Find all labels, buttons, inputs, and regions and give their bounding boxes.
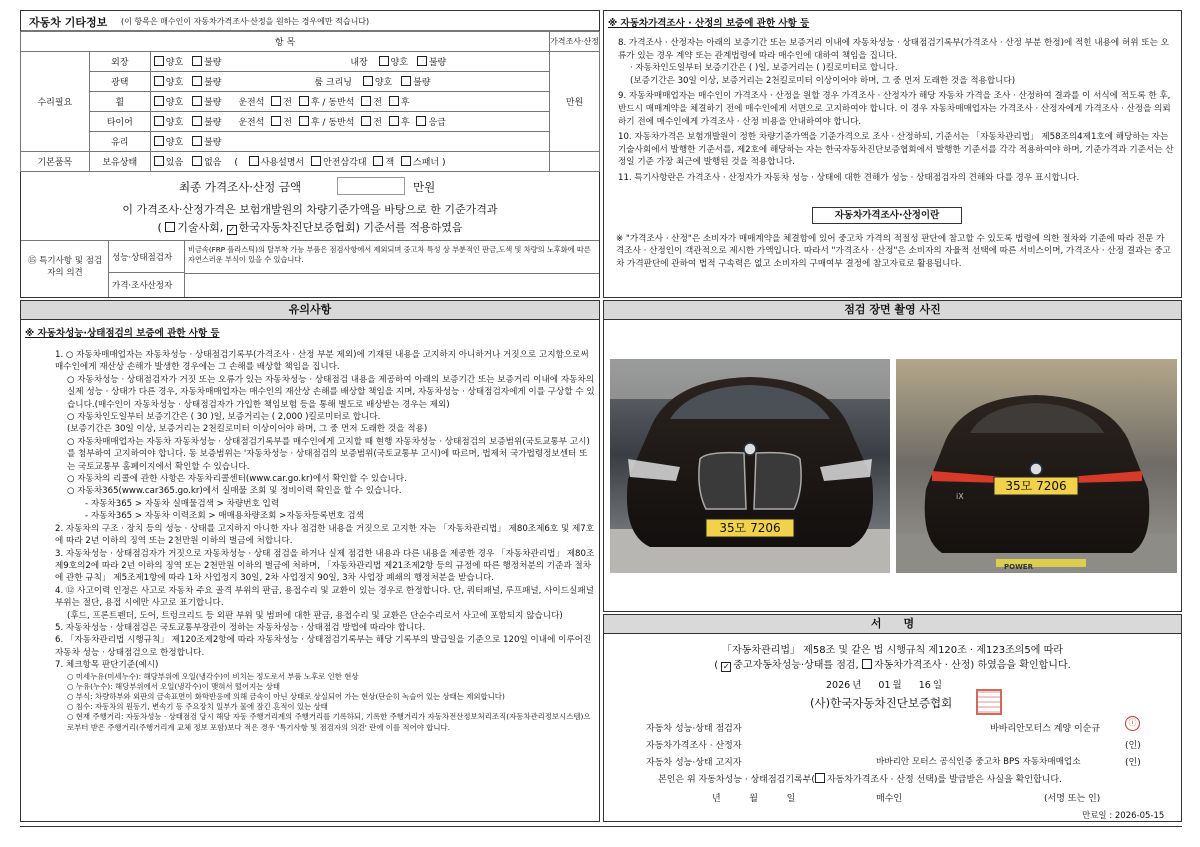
- wheel-front-checkbox[interactable]: [271, 96, 281, 106]
- inspector-label: 자동차 성능·상태 점검자: [646, 724, 742, 734]
- sign-organization: (사)한국자동차진단보증협회: [810, 696, 953, 710]
- exterior-good-label: 양호: [165, 58, 184, 68]
- tire-rearmid-checkbox[interactable]: [299, 116, 309, 126]
- sign-price-checkbox[interactable]: [862, 659, 872, 669]
- sign-perf-label: 중고자동차성능·상태를 점검,: [733, 660, 859, 671]
- front-car-illustration: [610, 359, 890, 573]
- price-label-cell: [109, 273, 185, 297]
- sign-day: 16: [918, 680, 931, 691]
- final-price-label: 최종 가격조사·산정 금액: [179, 180, 302, 194]
- tire-front-checkbox[interactable]: [271, 116, 281, 126]
- final-price-block: [21, 173, 599, 241]
- notice-p3: 3. 자동차성능 · 상태점검자가 거짓으로 자동차성능 · 상태 점검을 하거나 실제 점검한 내용과 다른 내용을 제공한 경우 「자동차관리법」 제80조제9호의2에 따라 2년 이하의 징역 또는 2천만원 이하의 벌금에 처하며, 「자동차관리법 제21조제2항 등의 규정에 따른 행정처분의 기준과 절차에 관한 규칙」 제5조제1항에 따라 1차 사업정지 30일, 2차 사업정지 90일, 3차 사업장 폐쇄의 행정처분을 받습니다.: [55, 548, 595, 584]
- notice-p2: 2. 자동차의 구조 · 장치 등의 성능 · 상태를 고지하지 아니한 자나 점검한 내용을 거짓으로 고지한 자는 「자동차관리법」 제80조제6호 및 제7호에 따라 2년 이하의 징역 또는 2천만원 이하의 벌금에 처합니다.: [55, 523, 595, 547]
- manual-checkbox[interactable]: [249, 156, 259, 166]
- rear-car-photo: [896, 359, 1177, 573]
- interior-good-checkbox[interactable]: [379, 56, 389, 66]
- basis-kaa-checkbox[interactable]: ✓: [228, 225, 236, 234]
- polish-good-label: 양호: [165, 78, 184, 88]
- basic-no-label: 없음: [204, 158, 222, 168]
- guarantee-item-9: 9. 자동차매매업자는 매수인이 가격조사 · 산정을 원할 경우 가격조사 · 산정자가 해당 자동차 가격을 조사 · 산정하여 결과를 이 서식에 적도록 한 후, 반드시 매매계약을 체결하기 전에 매수인에게 서면으로 고지하여야 합니다. 이 경우 자동차매매업자는 가격조사 · 산정자에게 가격조사 · 산정을 의뢰하기 전에 매수인에게 가격조사 · 산정 비용을 안내하여야 합니다.: [618, 91, 1171, 127]
- basis-kaa-label: 한국자동차진단보증협회) 기준서를 적용하였음: [238, 221, 463, 234]
- tire-rear-label: 후: [400, 118, 410, 128]
- row-glass-options: [150, 132, 549, 152]
- sign-date: [826, 677, 942, 691]
- polish-bad-label: 불량: [204, 78, 222, 88]
- notice-p7: 7. 체크항목 판단기준(예시): [55, 660, 159, 671]
- confirm-text-2: 자동차가격조사 · 산정 선택)를 발급받은 사실을 확인합니다.: [826, 775, 1062, 785]
- tire-rearmid-label: 후 / 동반석: [310, 118, 355, 128]
- row-wheel-options: [150, 92, 549, 112]
- sign-month: 01: [878, 680, 891, 691]
- notice-p4b: (후드, 프론트펜더, 도어, 트렁크리드 등 외판 부위 및 범퍼에 대한 판금, 용접수리 및 교환은 단순수리로서 사고에 포함되지 않습니다): [67, 610, 563, 621]
- tire-bad-label: 불량: [204, 118, 222, 128]
- row-exterior-options: [150, 52, 549, 72]
- other-info-panel: [20, 10, 600, 298]
- guarantee-title: ※ 자동차가격조사 · 산정의 보증에 관한 사항 등: [608, 18, 810, 29]
- guarantee-item-8b: · 자동차인도일부터 보증기간은 ( )일, 보증거리는 ( )킬로미터로 합니다.: [630, 63, 898, 74]
- sign-perf-checkbox[interactable]: ✓: [722, 662, 730, 671]
- perf-label-cell: [109, 241, 185, 273]
- repair-group-label: 수리필요: [21, 52, 90, 152]
- spanner-checkbox[interactable]: [401, 156, 411, 166]
- room-bad-label: 불량: [413, 78, 431, 88]
- wheel-front-label: 전: [283, 98, 292, 108]
- interior-good-label: 양호: [390, 58, 408, 68]
- wheel-good-checkbox[interactable]: [154, 96, 164, 106]
- glass-bad-label: 불량: [204, 138, 222, 148]
- notifier-label: 자동차 성능·상태 고지자: [646, 758, 742, 768]
- final-price-unit: 만원: [413, 180, 436, 194]
- interior-bad-label: 불량: [428, 58, 447, 68]
- basic-paren-close: ): [441, 158, 446, 168]
- final-price-input[interactable]: [337, 177, 405, 195]
- room-good-label: 양호: [374, 78, 393, 88]
- tire-good-label: 양호: [165, 118, 184, 128]
- floor-text: POWER: [1004, 563, 1033, 571]
- confirm-price-checkbox[interactable]: [815, 773, 825, 783]
- tire-bad-checkbox[interactable]: [192, 116, 202, 126]
- row-tire-label: 타이어: [89, 112, 150, 132]
- signature-panel: [603, 614, 1182, 822]
- row-polish-label: 광택: [89, 72, 150, 92]
- row-glass-label: 유리: [89, 132, 150, 152]
- wheel-rearmid-checkbox[interactable]: [299, 96, 309, 106]
- glass-good-checkbox[interactable]: [154, 136, 164, 146]
- notice-p1f: ○ 자동차의 리콜에 관한 사항은 자동차리콜센터(www.car.go.kr)에서 확인할 수 있습니다.: [67, 474, 407, 485]
- rear-badge: iX: [956, 492, 964, 501]
- tire-emergency-label: 응급: [428, 118, 446, 128]
- organization-seal: [976, 689, 1002, 715]
- notice-title: ※ 자동차성능·상태점검의 보증에 관한 사항 등: [25, 328, 220, 339]
- tire-rear-checkbox[interactable]: [389, 116, 399, 126]
- other-info-table: [20, 31, 600, 172]
- sign-month-unit: 월: [892, 680, 902, 691]
- other-info-header: [21, 11, 599, 31]
- sign-year: 2026: [826, 680, 851, 691]
- photo-header: 점검 장면 촬영 사진: [603, 300, 1182, 320]
- manual-label: 사용설명서: [260, 158, 305, 168]
- notice-p7a: ○ 미세누유(미세누수): 해당부위에 오일(냉각수)이 비치는 정도로서 부품 노후로 인한 현상: [67, 671, 359, 681]
- notice-header: 유의사항: [20, 300, 600, 320]
- guarantee-item-8: 8. 가격조사 · 산정자는 아래의 보증기간 또는 보증거리 이내에 자동차성능 · 상태점검기록부(가격조사 · 산정 부분 한정)에 적힌 내용에 허위 또는 오류가 있는 경우 계약 또는 관계법령에 따라 매수인에 대하여 책임을 집니다.: [618, 38, 1169, 61]
- definition-title: 자동차가격조사·산정이란: [834, 210, 940, 221]
- tire-driver-label: 운전석: [238, 118, 265, 128]
- sign-line-2: [604, 656, 1181, 672]
- notice-p1c: ○ 자동차인도일부터 보증기간은 ( 30 )일, 보증거리는 ( 2,000 )킬로미터로 합니다.: [67, 412, 381, 423]
- perf-opinion-text: 비금속(FRP 플라스틱)의 탈부착 가능 부품은 점검사항에서 제외되며 중고차 특성 상 부분적인 판금,도색 및 차량의 노후화에 따른 자연스러운 부식이 있을 수 있습니다.: [188, 245, 591, 264]
- notice-p7c: ○ 부식: 차량하부와 외판의 금속표면이 화학반응에 의해 금속이 아닌 상태로 상실되어 가는 현상(단순히 녹슬어 있는 상태는 제외합니다): [67, 691, 505, 701]
- wheel-bad-checkbox[interactable]: [192, 96, 202, 106]
- notice-p1e: ○ 자동차매매업자는 자동차 자동차성능 · 상태점검기록부를 매수인에게 고지할 때 현행 자동차성능 · 상태점검의 보증범위(국토교통부 고시)를 첨부하여 고지하여야 합니다. 동 보증범위는 '자동차성능 · 상태점검의 보증범위(국토교통부 고시)에 따르며, 법제처 국가법령정보센터 또는 국토교통부 홈페이지에서 확인할 수 있습니다.: [67, 436, 590, 472]
- sign-year-unit: 년: [852, 680, 862, 691]
- triangle-checkbox[interactable]: [311, 156, 321, 166]
- jack-label: 잭: [385, 158, 395, 168]
- basis-line-2: [21, 219, 599, 235]
- sign-day-unit: 일: [932, 680, 942, 691]
- notice-p1b: ○ 자동차성능 · 상태점검자가 거짓 또는 오류가 있는 자동차성능 · 상태점검 내용을 제공하여 아래의 보증기간 또는 보증거리 이내에 자동차의 실제 성능 · 상태가 다른 경우, 자동차매매업자는 매수인의 재산상 손해를 배상할 책임을 지며, 자동차성능 · 상태점검자에게 이를 구상할 수 있습니다.(매수인이 자동차성능 · 상태점검자가 가입한 책임보험 등을 통해 별도로 배상받는 경우는 제외): [67, 374, 595, 410]
- basic-state-label: 보유상태: [89, 152, 150, 172]
- opinion-divider: [185, 273, 599, 274]
- basic-group-label: 기본품목: [21, 152, 90, 172]
- glass-good-label: 양호: [165, 138, 184, 148]
- definition-text: ※ "가격조사 · 산정"은 소비자가 매매계약을 체결함에 있어 중고차 가격의 적절성 판단에 참고할 수 있도록 법령에 의한 절차와 기준에 따라 전문 가격조사 · 산정인이 객관적으로 제시한 가액입니다. 따라서 "가격조사 · 산정"은 소비자의 자율적 선택에 따른 서비스이며, 가격조사 · 산정 결과는 중고차 가격판단에 관하여 법적 구속력은 없고 소비자의 구매여부 결정에 참고자료로 활용됩니다.: [616, 234, 1171, 269]
- tire-front2-checkbox[interactable]: [361, 116, 371, 126]
- confirm-text-1: 본인은 위 자동차성능 · 상태점검기록부(: [658, 775, 815, 785]
- price-unit: 만원: [550, 52, 600, 152]
- room-bad-checkbox[interactable]: [401, 76, 411, 86]
- guarantee-item-10: 10. 자동차가격은 보험개발원이 정한 차량기준가액을 기준가격으로 조사 · 산정하되, 기준서는 「자동차관리법」 제58조의4제1호에 해당하는 자는 기술사회에서 발행한 기준서를, 제2호에 해당하는 자는 한국자동차진단보증협회에서 발행한 기준서를 각각 적용하여야 하며, 기준가격과 기준서는 산정일 기준 가장 최근에 발행된 것을 적용합니다.: [618, 132, 1174, 168]
- notice-p6: 6. 「자동차관리법 시행규칙」 제120조제2항에 따라 자동차성능 · 상태점검기록부는 해당 기록부의 발급일을 기준으로 120일 이내에 이루어진 자동차 성능 · 상태점검으로 한정합니다.: [55, 635, 592, 658]
- spanner-label: 스패너: [413, 158, 440, 168]
- inspector-value: 바바리안모터스 계양 이순규: [990, 724, 1101, 734]
- front-car-photo: [610, 359, 890, 573]
- notice-p7b: ○ 누유(누수): 해당부위에서 오일(냉각수)이 맺혀서 떨어지는 상태: [67, 681, 281, 691]
- basic-paren-open: (: [234, 158, 238, 168]
- definition-title-box: [812, 207, 962, 224]
- notice-body: [55, 349, 595, 733]
- sign-line-1: 「자동차관리법」 제58조 및 같은 법 시행규칙 제120조 · 제123조의5에 따라: [722, 645, 1063, 656]
- jack-checkbox[interactable]: [373, 156, 383, 166]
- notice-p1h: - 자동차365 > 자동차 실매물검색 > 차량번호 입력: [85, 498, 280, 509]
- row-room-label: 룸 크리닝: [314, 78, 352, 88]
- basic-yes-checkbox[interactable]: [154, 156, 164, 166]
- row-polish-options: [150, 72, 549, 92]
- rear-plate: 35모 7206: [1005, 479, 1067, 493]
- signature-header: 서 명: [603, 614, 1182, 634]
- basis-tech-checkbox[interactable]: [165, 222, 175, 232]
- tire-front-label: 전: [283, 118, 292, 128]
- notice-p4: 4. ⑫ 사고이력 인정은 사고로 자동차 주요 골격 부위의 판금, 용접수리 및 교환이 있는 경우로 한정합니다. 단, 쿼터패널, 루프패널, 사이드실패널 부위는 절단, 용접 시에만 사고로 표기합니다.: [55, 585, 594, 609]
- room-good-checkbox[interactable]: [363, 76, 373, 86]
- exterior-bad-label: 불량: [204, 58, 222, 68]
- notice-panel: [20, 300, 600, 822]
- wheel-good-label: 양호: [165, 98, 184, 108]
- perf-label: 성능·상태점검자: [112, 253, 173, 263]
- polish-bad-checkbox[interactable]: [192, 76, 202, 86]
- buyer-signature[interactable]: (서명 또는 인): [1044, 794, 1101, 804]
- exterior-bad-checkbox[interactable]: [192, 56, 202, 66]
- basic-yes-label: 있음: [165, 158, 184, 168]
- bottom-rule: [20, 826, 1182, 827]
- notifier-seal: (인): [1125, 758, 1141, 768]
- basis-paren: (: [157, 221, 162, 234]
- wheel-bad-label: 불량: [204, 98, 222, 108]
- wheel-front2-label: 전: [373, 98, 382, 108]
- front-plate: 35모 7206: [719, 521, 781, 535]
- header-price: 가격조사·산정: [550, 32, 600, 52]
- basis-tech-label: 기술사회,: [177, 221, 224, 234]
- wheel-front2-checkbox[interactable]: [361, 96, 371, 106]
- price-opinion-label: 가격·조사산정자: [112, 281, 173, 291]
- other-info-note: (이 항목은 매수인이 자동차가격조사·산정을 원하는 경우에만 적습니다): [121, 17, 370, 26]
- notifier-value: 바바리안 모터스 공식인증 중고차 BPS 자동차매매업소: [876, 757, 1081, 767]
- expiry-date: 만료일 : 2026-05-15: [1082, 811, 1165, 821]
- basis-line-1: 이 가격조사·산정가격은 보험개발원의 차량기준가액을 바탕으로 한 기준가격과: [122, 203, 498, 216]
- notice-p5: 5. 자동차성능 · 상태점검은 국토교통부장관이 정하는 자동차성능 · 상태점검 방법에 따라야 합니다.: [55, 622, 426, 633]
- tire-good-checkbox[interactable]: [154, 116, 164, 126]
- confirm-line: [658, 772, 1062, 785]
- price-assessor-seal: (인): [1125, 741, 1141, 751]
- basic-no-checkbox[interactable]: [192, 156, 202, 166]
- inspector-stamp: ⓘ: [1125, 716, 1140, 731]
- guarantee-item-11: 11. 특기사항란은 가격조사 · 산정자가 자동차 성능 · 상태에 대한 견해가 성능 · 상태점검자의 견해와 다를 경우 표시합니다.: [618, 172, 1080, 183]
- exterior-good-checkbox[interactable]: [154, 56, 164, 66]
- row-interior-label: 내장: [350, 58, 368, 68]
- sign-paren: (: [714, 660, 719, 671]
- buyer-date: 년 월 일: [712, 794, 796, 804]
- wheel-rear-checkbox[interactable]: [389, 96, 399, 106]
- basic-options: [150, 152, 549, 172]
- row-wheel-label: 휠: [89, 92, 150, 112]
- price-assessor-label: 자동차가격조사 · 산정자: [646, 741, 742, 751]
- basic-price-cell: [550, 152, 600, 172]
- notice-p1i: - 자동차365 > 자동차 이력조회 > 매매용차량조회 >자동차등록번호 검색: [85, 511, 364, 522]
- buyer-label: 매수인: [876, 794, 903, 804]
- tire-emergency-checkbox[interactable]: [416, 116, 426, 126]
- polish-good-checkbox[interactable]: [154, 76, 164, 86]
- guarantee-body: [618, 37, 1174, 185]
- guarantee-panel: [603, 10, 1182, 298]
- tire-front2-label: 전: [373, 118, 382, 128]
- triangle-label: 안전삼각대: [323, 158, 367, 168]
- guarantee-item-8c: (보증기간은 30일 이상, 보증거리는 2천킬로미터 이상이어야 하며, 그 중 먼저 도래한 것을 적용합니다): [630, 75, 1016, 86]
- interior-bad-checkbox[interactable]: [417, 56, 427, 66]
- rear-car-illustration: [896, 359, 1177, 573]
- notice-p7d: ○ 침수: 자동차의 원동기, 변속기 등 주요장치 일부가 물에 잠긴 흔적이 있는 상태: [67, 702, 328, 712]
- row-tire-options: [150, 112, 549, 132]
- notice-p1g: ○ 자동차365(www.car365.go.kr)에서 실매물 조회 및 정비이력 확인을 할 수 있습니다.: [67, 486, 402, 497]
- sign-price-label: 자동차가격조사 · 산정) 하였음을 확인합니다.: [873, 660, 1071, 671]
- special-title: ⑮ 특기사항 및 점검자의 의견: [27, 256, 103, 278]
- notice-p1: 1. ○ 자동차매매업자는 자동차성능 · 상태점검기록부(가격조사 · 산정 부분 제외)에 기재된 내용을 고지하지 아니하거나 거짓으로 고지함으로써 매수인에게 재산상 손해가 발생한 경우에는 그 손해를 배상할 책임을 집니다.: [55, 350, 589, 373]
- wheel-rear-label: 후: [400, 98, 410, 108]
- notice-p1d: (보증기간은 30일 이상, 보증거리는 2천킬로미터 이상이어야 하며, 그 중 먼저 도래한 것을 적용): [67, 424, 428, 435]
- row-exterior-label: 외장: [89, 52, 150, 72]
- notice-p7e: ○ 현재 주행거리: 자동차성능 · 상태점검 당시 해당 자동 주행거리계의 주행거리를 기록하되, 기록한 주행거리가 자동차전산정보처리조직(자동차관리정보시스템)으로부터 받은 주행거리(주행거리계 교체 정보 포함)보다 적은 경우 '특기사항 및 점검자의 의견' 란에 이를 적어야 합니다.: [67, 712, 591, 732]
- wheel-rearmid-label: 후 / 동반석: [310, 98, 355, 108]
- wheel-driver-label: 운전석: [238, 98, 265, 108]
- header-item: 항 목: [21, 32, 550, 52]
- photo-panel: [603, 300, 1182, 612]
- glass-bad-checkbox[interactable]: [192, 136, 202, 146]
- special-title-cell: [21, 241, 109, 297]
- other-info-title: 자동차 기타정보: [29, 16, 108, 29]
